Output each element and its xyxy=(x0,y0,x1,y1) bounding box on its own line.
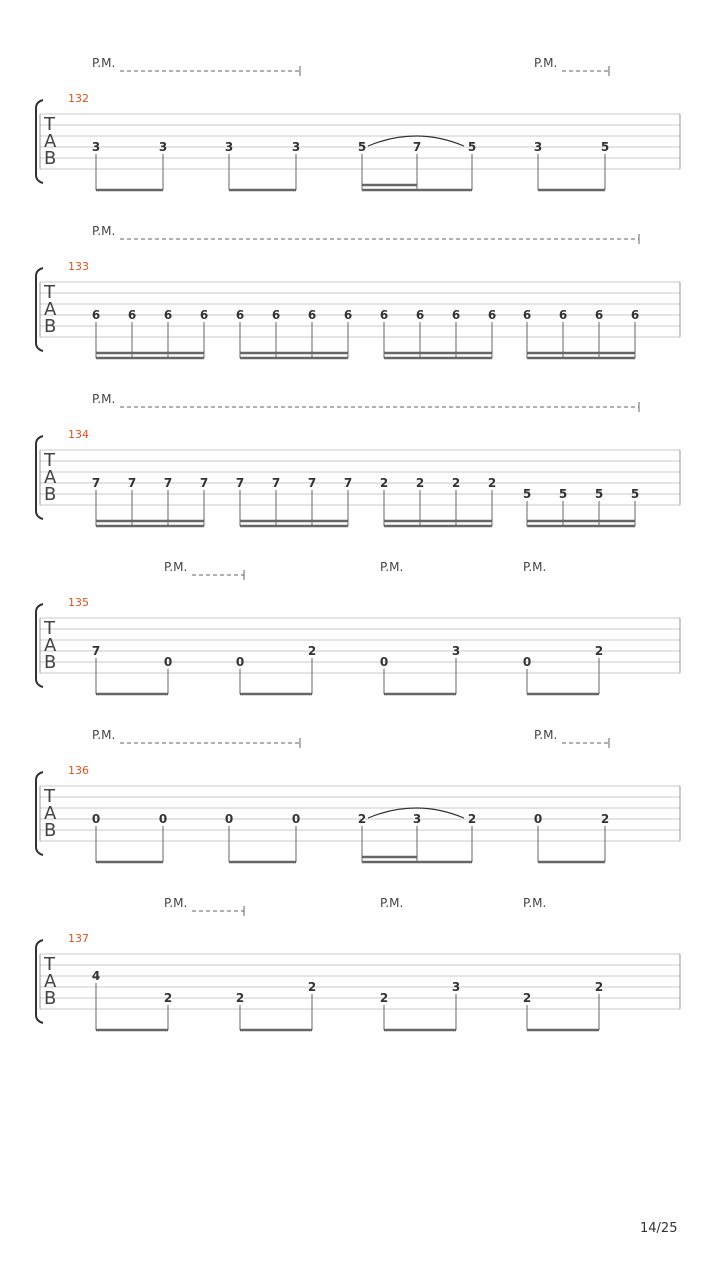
fret-number: 2 xyxy=(594,980,604,994)
fret-number: 0 xyxy=(158,812,168,826)
fret-number: 0 xyxy=(235,655,245,669)
fret-number: 3 xyxy=(158,140,168,154)
system-136 xyxy=(36,728,680,862)
tab-clef-letter: B xyxy=(44,148,57,169)
palm-mute-label: P.M. xyxy=(164,560,188,574)
fret-number: 0 xyxy=(224,812,234,826)
fret-number: 6 xyxy=(487,308,497,322)
palm-mute-label: P.M. xyxy=(92,392,116,406)
tab-clef-letter: T xyxy=(44,450,55,471)
fret-number: 3 xyxy=(451,644,461,658)
system-133 xyxy=(36,224,680,358)
fret-number: 2 xyxy=(522,991,532,1005)
fret-number: 2 xyxy=(307,980,317,994)
system-137 xyxy=(36,896,680,1030)
fret-number: 7 xyxy=(235,476,245,490)
fret-number: 7 xyxy=(91,644,101,658)
fret-number: 3 xyxy=(291,140,301,154)
tab-clef-letter: B xyxy=(44,484,57,505)
fret-number: 3 xyxy=(533,140,543,154)
fret-number: 2 xyxy=(451,476,461,490)
fret-number: 6 xyxy=(127,308,137,322)
fret-number: 7 xyxy=(199,476,209,490)
palm-mute-label: P.M. xyxy=(380,560,404,574)
palm-mute-label: P.M. xyxy=(164,896,188,910)
palm-mute-label: P.M. xyxy=(380,896,404,910)
fret-number: 6 xyxy=(343,308,353,322)
palm-mute-label: P.M. xyxy=(534,56,558,70)
tab-clef-letter: A xyxy=(44,299,57,320)
fret-number: 2 xyxy=(307,644,317,658)
fret-number: 7 xyxy=(343,476,353,490)
bar-number: 135 xyxy=(68,596,89,609)
bar-number: 134 xyxy=(68,428,89,441)
bar-number: 132 xyxy=(68,92,89,105)
bar-number: 137 xyxy=(68,932,89,945)
fret-number: 5 xyxy=(357,140,367,154)
fret-number: 0 xyxy=(533,812,543,826)
tab-clef-letter: A xyxy=(44,635,57,656)
tab-clef-letter: T xyxy=(44,786,55,807)
tab-clef-letter: A xyxy=(44,803,57,824)
tab-clef-letter: T xyxy=(44,618,55,639)
palm-mute-label: P.M. xyxy=(523,560,547,574)
palm-mute-label: P.M. xyxy=(92,56,116,70)
fret-number: 6 xyxy=(271,308,281,322)
fret-number: 7 xyxy=(271,476,281,490)
tab-clef-letter: T xyxy=(44,282,55,303)
fret-number: 7 xyxy=(307,476,317,490)
fret-number: 0 xyxy=(163,655,173,669)
fret-number: 2 xyxy=(600,812,610,826)
fret-number: 0 xyxy=(291,812,301,826)
fret-number: 5 xyxy=(600,140,610,154)
fret-number: 2 xyxy=(467,812,477,826)
fret-number: 6 xyxy=(91,308,101,322)
system-135 xyxy=(36,560,680,694)
tab-clef-letter: B xyxy=(44,652,57,673)
system-132 xyxy=(36,56,680,190)
fret-number: 2 xyxy=(163,991,173,1005)
fret-number: 2 xyxy=(379,476,389,490)
fret-number: 6 xyxy=(199,308,209,322)
fret-number: 3 xyxy=(224,140,234,154)
fret-number: 2 xyxy=(379,991,389,1005)
fret-number: 5 xyxy=(467,140,477,154)
fret-number: 7 xyxy=(412,140,422,154)
fret-number: 2 xyxy=(235,991,245,1005)
bar-number: 136 xyxy=(68,764,89,777)
fret-number: 3 xyxy=(412,812,422,826)
fret-number: 6 xyxy=(630,308,640,322)
tab-clef-letter: A xyxy=(44,467,57,488)
fret-number: 6 xyxy=(558,308,568,322)
page-number: 14/25 xyxy=(640,1221,678,1236)
fret-number: 5 xyxy=(630,487,640,501)
fret-number: 2 xyxy=(487,476,497,490)
tab-clef-letter: T xyxy=(44,114,55,135)
fret-number: 2 xyxy=(415,476,425,490)
fret-number: 6 xyxy=(451,308,461,322)
palm-mute-label: P.M. xyxy=(534,728,558,742)
fret-number: 5 xyxy=(594,487,604,501)
tab-clef-letter: A xyxy=(44,131,57,152)
tab-clef-letter: B xyxy=(44,820,57,841)
fret-number: 4 xyxy=(91,969,101,983)
fret-number: 5 xyxy=(558,487,568,501)
fret-number: 3 xyxy=(451,980,461,994)
fret-number: 7 xyxy=(127,476,137,490)
palm-mute-label: P.M. xyxy=(92,728,116,742)
fret-number: 7 xyxy=(91,476,101,490)
fret-number: 0 xyxy=(379,655,389,669)
fret-number: 6 xyxy=(594,308,604,322)
tab-clef-letter: A xyxy=(44,971,57,992)
fret-number: 6 xyxy=(379,308,389,322)
fret-number: 6 xyxy=(163,308,173,322)
fret-number: 6 xyxy=(415,308,425,322)
tab-clef-letter: B xyxy=(44,988,57,1009)
palm-mute-label: P.M. xyxy=(523,896,547,910)
fret-number: 2 xyxy=(594,644,604,658)
fret-number: 2 xyxy=(357,812,367,826)
fret-number: 7 xyxy=(163,476,173,490)
fret-number: 5 xyxy=(522,487,532,501)
fret-number: 6 xyxy=(522,308,532,322)
tab-clef-letter: T xyxy=(44,954,55,975)
palm-mute-label: P.M. xyxy=(92,224,116,238)
fret-number: 6 xyxy=(235,308,245,322)
tab-clef-letter: B xyxy=(44,316,57,337)
fret-number: 0 xyxy=(522,655,532,669)
bar-number: 133 xyxy=(68,260,89,273)
fret-number: 6 xyxy=(307,308,317,322)
fret-number: 0 xyxy=(91,812,101,826)
system-134 xyxy=(36,392,680,526)
fret-number: 3 xyxy=(91,140,101,154)
